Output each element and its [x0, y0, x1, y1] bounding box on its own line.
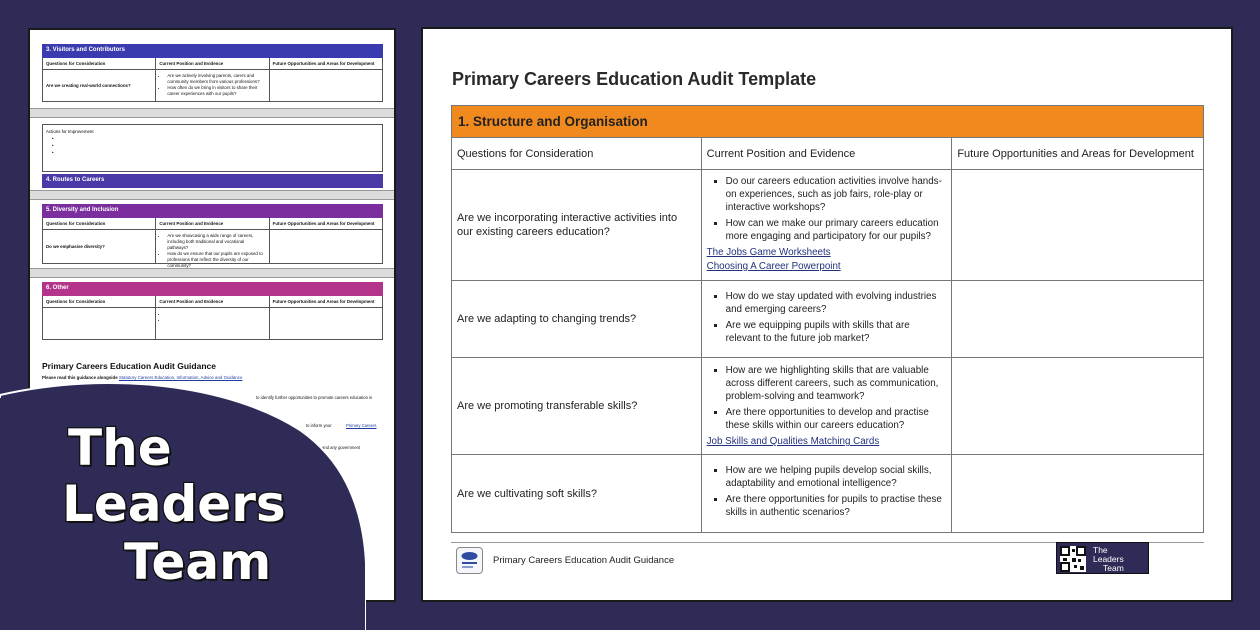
back-section-title: 3. Visitors and Contributors	[42, 44, 383, 58]
back-col-header: Current Position and Evidence	[156, 218, 269, 229]
bullet-item: How are we helping pupils develop social skills, adaptability and emotional intelligence?	[726, 464, 947, 490]
table-row	[452, 281, 1204, 358]
future-cell[interactable]	[952, 170, 1204, 281]
back-col-header: Future Opportunities and Areas for Development	[272, 299, 375, 304]
back-col-header: Future Opportunities and Areas for Development	[272, 61, 375, 66]
leaders-team-logo	[62, 418, 362, 591]
back-bullet: • Are we showcasing a wide range of careers, including both traditional and vocational pathways?	[167, 233, 265, 251]
table-row	[452, 358, 1204, 455]
back-question: Are we creating real-world connections?	[43, 70, 156, 101]
guidance-fragment: and any government	[322, 445, 361, 450]
bullet-item: Are there opportunities to develop and practise these skills within our careers education?	[726, 406, 947, 432]
question-cell: Are we promoting transferable skills?	[452, 358, 702, 455]
back-section-title: 4. Routes to Careers	[42, 174, 383, 188]
back-bullet: • How do we ensure that our pupils are exposed to professions that reflect the diversity of our community?	[167, 251, 265, 269]
logo-line-2: Leaders	[62, 475, 286, 533]
page-title: Primary Careers Education Audit Template	[452, 69, 817, 89]
back-col-header: Current Position and Evidence	[156, 58, 269, 69]
badge-text: The Leaders Team	[1093, 545, 1124, 573]
bullet-item: Do our careers education activities involve hands-on experiences, such as job fairs, role-play or interactive workshops?	[726, 175, 947, 214]
link-job-skills-cards[interactable]: Job Skills and Qualities Matching Cards	[706, 436, 880, 447]
back-section-title: 6. Other	[42, 282, 383, 296]
logo-line-3: Team	[124, 533, 272, 591]
position-cell	[701, 358, 952, 455]
actions-box: Actions for Improvement • • •	[42, 124, 383, 172]
back-col-header: Questions for Consideration	[43, 218, 156, 229]
position-cell	[701, 170, 952, 281]
back-col-header: Future Opportunities and Areas for Development	[272, 221, 375, 226]
question-cell: Are we adapting to changing trends?	[452, 281, 702, 358]
back-col-header: Current Position and Evidence	[156, 296, 269, 307]
bullet-item: How do we stay updated with evolving industries and emerging careers?	[726, 290, 947, 316]
audit-table	[451, 105, 1204, 533]
bullet-item: How can we make our primary careers education more engaging and participatory for our pupils?	[726, 217, 947, 243]
guidance-title: Primary Careers Education Audit Guidance	[42, 361, 216, 371]
bullet-item: Are we equipping pupils with skills that are relevant to the future job market?	[726, 319, 947, 345]
qr-code-icon	[1060, 546, 1086, 572]
footer-title: Primary Careers Education Audit Guidance	[493, 555, 675, 566]
link-choosing-career-powerpoint[interactable]: Choosing A Career Powerpoint	[706, 261, 841, 272]
actions-label: Actions for Improvement	[46, 129, 94, 134]
question-cell: Are we cultivating soft skills?	[452, 455, 702, 533]
column-header-future: Future Opportunities and Areas for Development	[952, 138, 1204, 170]
guidance-link[interactable]: Statutory Careers Education, Information, Advice and Guidance	[118, 375, 243, 380]
back-section-title: 5. Diversity and Inclusion	[42, 204, 383, 218]
main-document-page	[421, 27, 1233, 602]
bullet-item: Are there opportunities for pupils to practise these skills in authentic scenarios?	[726, 493, 947, 519]
twinkl-logo-icon	[456, 547, 483, 574]
logo-line-1: The	[68, 419, 172, 477]
back-bullet: • How often do we bring in visitors to share their career experiences with our pupils?	[167, 85, 265, 97]
column-header-position: Current Position and Evidence	[701, 138, 952, 170]
position-cell	[701, 281, 952, 358]
section-header: 1. Structure and Organisation	[452, 106, 1204, 138]
back-question: Do we emphasise diversity?	[43, 230, 156, 263]
back-col-header: Questions for Consideration	[43, 296, 156, 307]
back-col-header: Questions for Consideration	[43, 58, 156, 69]
leaders-team-badge	[1056, 542, 1149, 574]
guidance-link[interactable]: Primary Careers	[346, 423, 377, 428]
table-row	[452, 170, 1204, 281]
table-row	[452, 455, 1204, 533]
future-cell[interactable]	[952, 281, 1204, 358]
column-header-questions: Questions for Consideration	[452, 138, 702, 170]
guidance-intro: Please read this guidance alongside Statutory Careers Education, Information, Advice and Guidance	[42, 375, 243, 380]
link-jobs-game-worksheets[interactable]: The Jobs Game Worksheets	[706, 247, 831, 258]
position-cell	[701, 455, 952, 533]
guidance-fragment: to inform your	[306, 423, 332, 428]
back-bullet: • Are we actively involving parents, carers and community members from various professions?	[167, 73, 265, 85]
future-cell[interactable]	[952, 455, 1204, 533]
question-cell: Are we incorporating interactive activities into our existing careers education?	[452, 170, 702, 281]
guidance-fragment: to identify further opportunities to promote careers education in	[256, 395, 373, 400]
future-cell[interactable]	[952, 358, 1204, 455]
bullet-item: How are we highlighting skills that are valuable across different careers, such as communication, problem-solving and teamwork?	[726, 364, 947, 403]
